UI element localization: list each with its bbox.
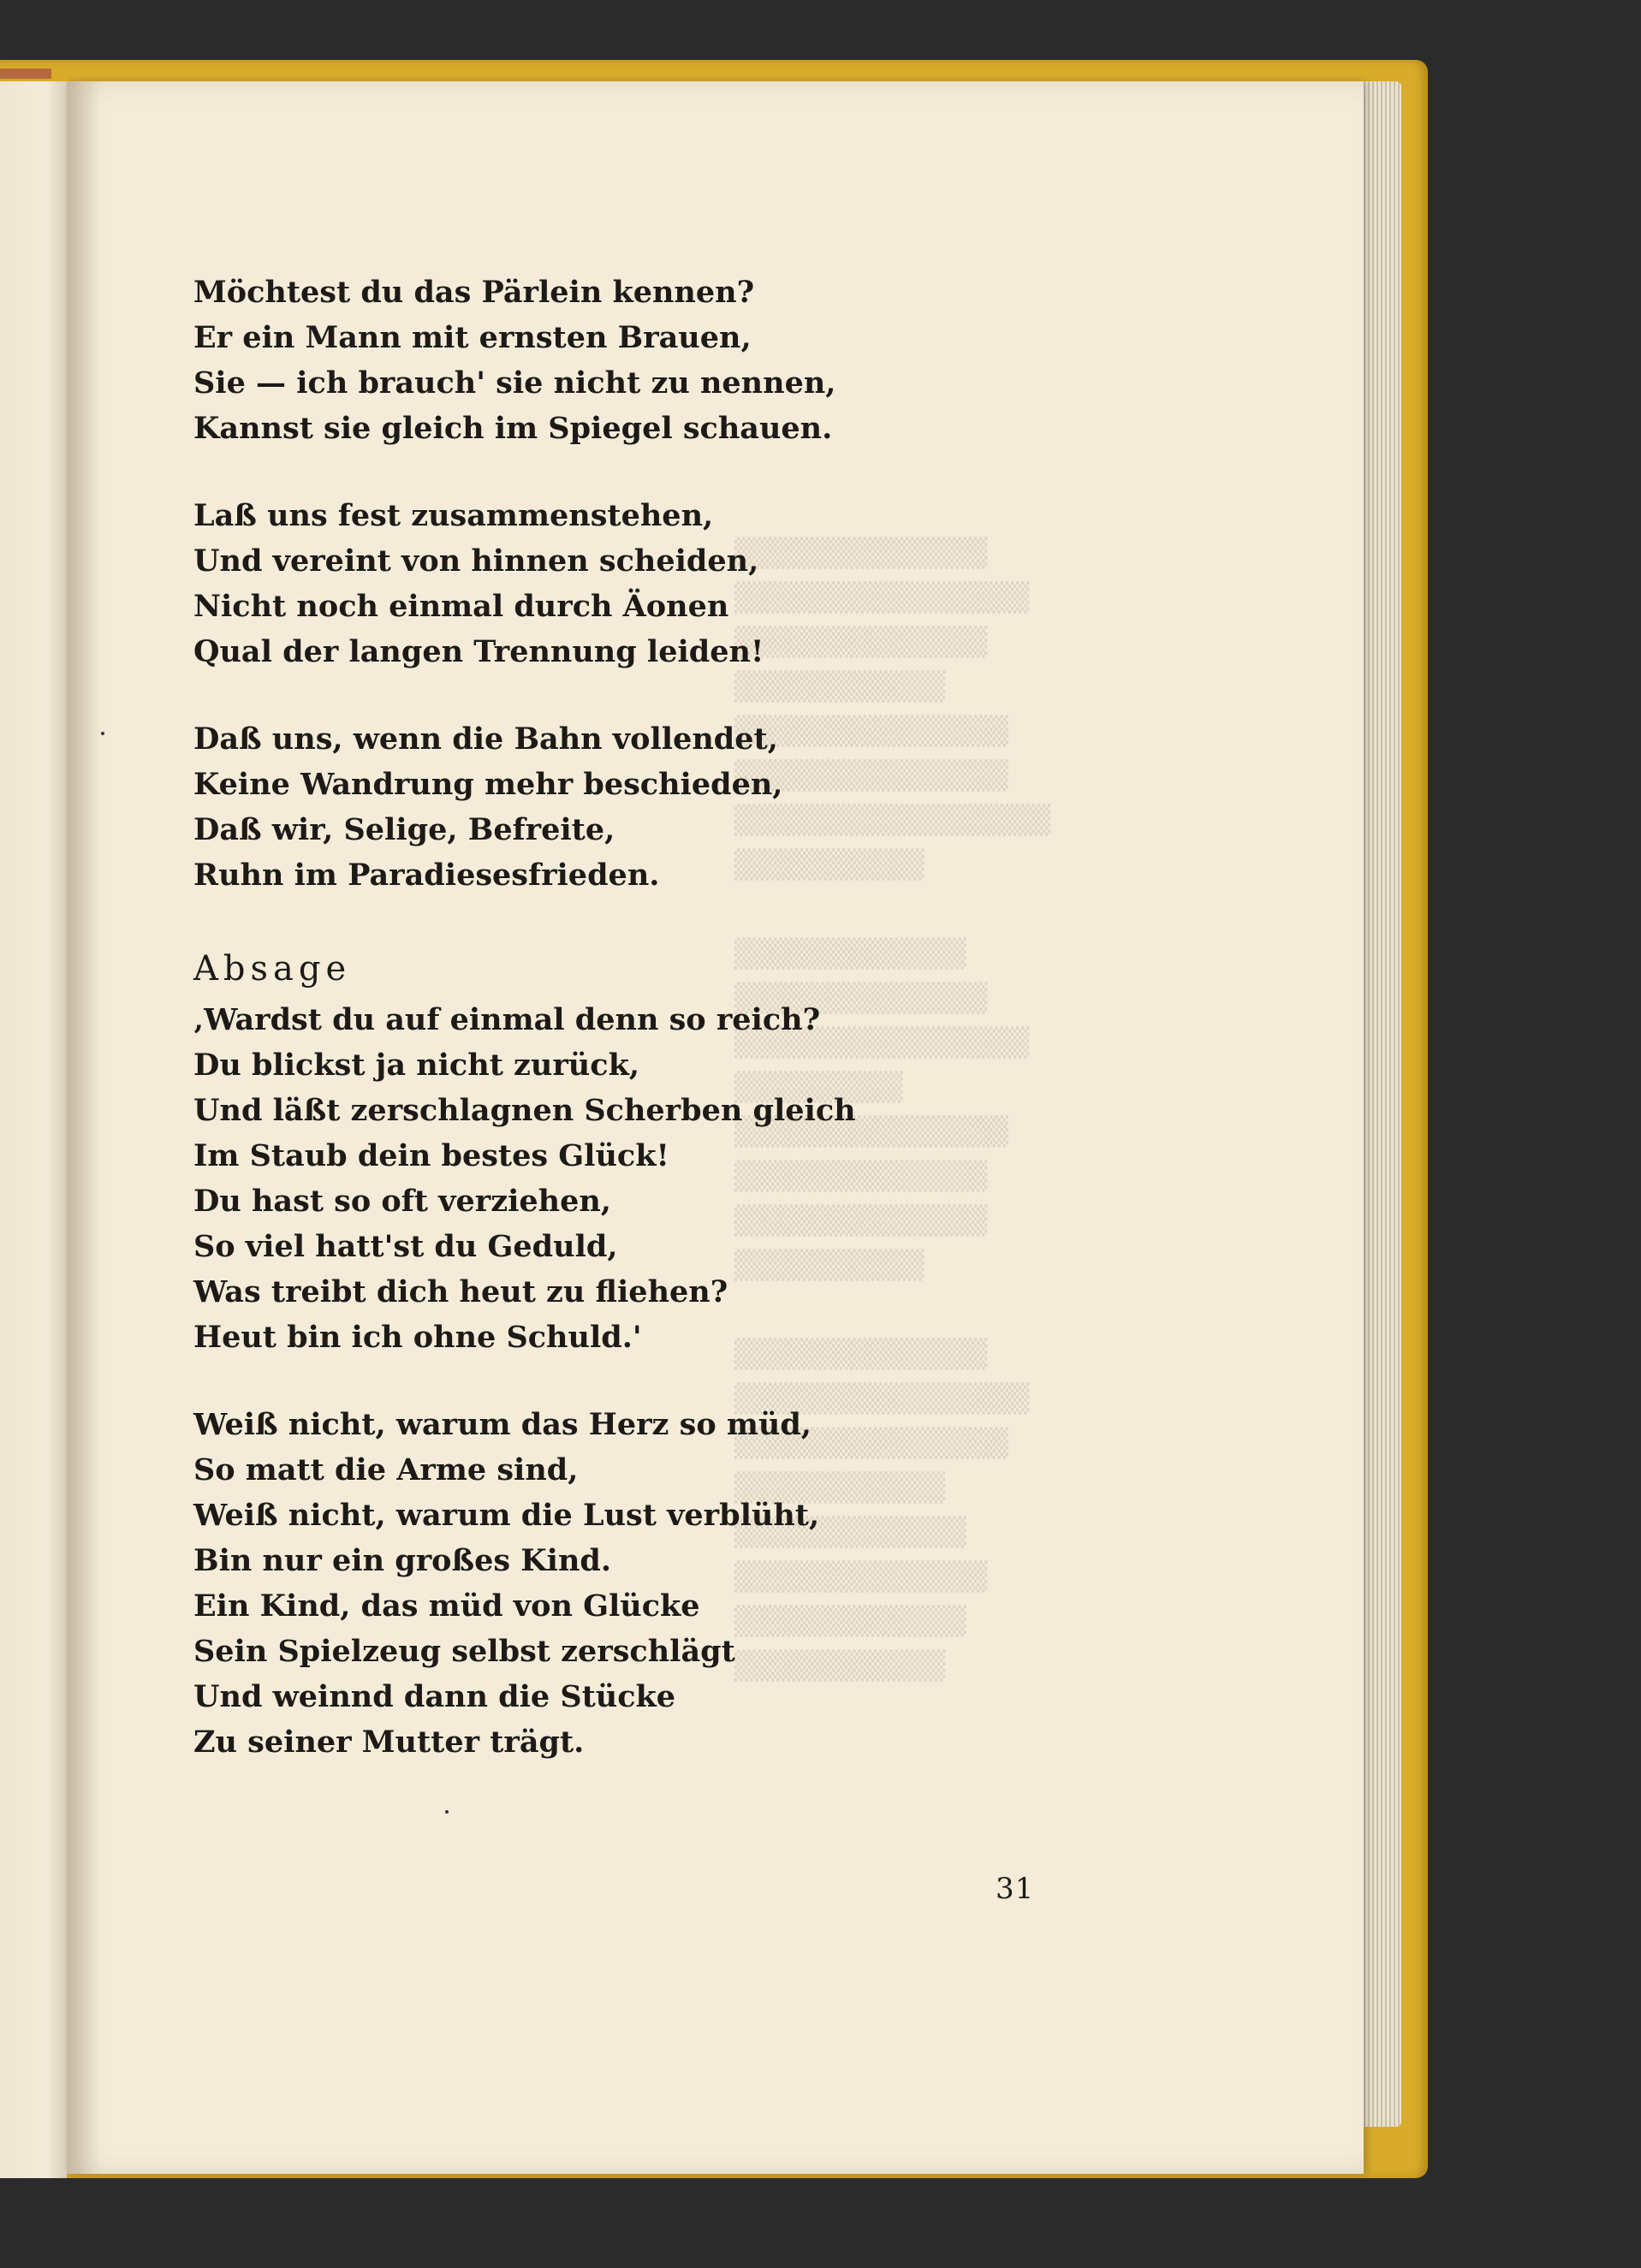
verse-line: Im Staub dein bestes Glück! <box>193 1138 669 1173</box>
verse-line: Heut bin ich ohne Schuld.' <box>193 1320 642 1355</box>
verse-line: Sein Spielzeug selbst zerschlägt <box>193 1634 735 1669</box>
verse-line: ‚Wardst du auf einmal denn so reich? <box>193 1002 821 1037</box>
verse-line: Und weinnd dann die Stücke <box>193 1679 676 1714</box>
stanza-3 <box>193 716 844 898</box>
paper-speck <box>445 1810 449 1814</box>
verse-line: Du blickst ja nicht zurück, <box>193 1048 640 1083</box>
verse-line: Bin nur ein großes Kind. <box>193 1543 612 1578</box>
verse-line: Laß uns fest zusammenstehen, <box>193 498 714 533</box>
verse-line: Weiß nicht, warum die Lust verblüht, <box>193 1498 820 1533</box>
verse-line: Daß wir, Selige, Befreite, <box>193 812 615 847</box>
stanza-1 <box>193 270 844 451</box>
verse-line: Und vereint von hinnen scheiden, <box>193 543 759 579</box>
verse-line: Daß uns, wenn die Bahn vollendet, <box>193 721 778 757</box>
verse-line: So matt die Arme sind, <box>193 1452 579 1487</box>
poem-text <box>193 270 856 1765</box>
verse-line: Ein Kind, das müd von Glücke <box>193 1588 700 1624</box>
left-page-edge <box>0 68 51 79</box>
verse-line: Was treibt dich heut zu fliehen? <box>193 1274 728 1309</box>
stanza-4 <box>193 997 856 1360</box>
verse-line: Weiß nicht, warum das Herz so müd, <box>193 1407 812 1442</box>
reverse-side-show-through: ▒▒▒▒▒▒▒▒▒▒▒▒ ▒▒▒▒▒▒▒▒▒▒▒▒▒▒ ▒▒▒▒▒▒▒▒▒▒▒▒ ▒▒▒▒▒▒▒▒▒▒ ▒▒▒▒▒▒▒▒▒▒▒▒▒ ▒▒▒▒▒▒▒▒▒▒▒▒▒ ▒▒▒▒▒▒▒▒▒▒▒▒▒▒▒ ▒▒▒▒▒▒▒▒▒ ▒▒▒▒▒▒▒▒▒▒▒ ▒▒▒▒▒▒▒▒▒▒▒▒ ▒▒▒▒▒▒▒▒▒▒▒▒▒▒ ▒▒▒▒▒▒▒▒ ▒▒▒▒▒▒▒▒▒▒▒▒▒ ▒▒▒▒▒▒▒▒▒▒▒▒ ▒▒▒▒▒▒▒▒▒▒▒▒ ▒▒▒▒▒▒▒▒▒ ▒▒▒▒▒▒▒▒▒▒▒▒ ▒▒▒▒▒▒▒▒▒▒▒▒▒▒ ▒▒▒▒▒▒▒▒▒▒▒▒▒ ▒▒▒▒▒▒▒▒▒▒ ▒▒▒▒▒▒▒▒▒▒▒ ▒▒▒▒▒▒▒▒▒▒▒▒ ▒▒▒▒▒▒▒▒▒▒▒ ▒▒▒▒▒▒▒▒▒▒ <box>734 537 1051 1682</box>
verse-line: Kannst sie gleich im Spiegel schauen. <box>193 411 833 446</box>
verse-line: Nicht noch einmal durch Äonen <box>193 589 729 624</box>
book-page <box>67 81 1364 2174</box>
verse-line: Möchtest du das Pärlein kennen? <box>193 275 755 310</box>
left-facing-page <box>0 81 67 2178</box>
stanza-2 <box>193 493 844 674</box>
paper-speck <box>101 732 104 735</box>
poem-title: Absage <box>193 949 352 989</box>
verse-line: Und läßt zerschlagnen Scherben gleich <box>193 1093 856 1128</box>
verse-line: Qual der langen Trennung leiden! <box>193 634 764 669</box>
verse-line: Sie — ich brauch' sie nicht zu nennen, <box>193 365 836 401</box>
verse-line: Du hast so oft verziehen, <box>193 1184 611 1219</box>
page-number: 31 <box>996 1872 1035 1906</box>
verse-line: Keine Wandrung mehr beschieden, <box>193 767 783 802</box>
verse-line: Er ein Mann mit ernsten Brauen, <box>193 320 752 355</box>
verse-line: So viel hatt'st du Geduld, <box>193 1229 618 1264</box>
gutter-shadow <box>67 81 101 2174</box>
stanza-5 <box>193 1402 844 1765</box>
verse-line: Ruhn im Paradiesesfrieden. <box>193 858 660 893</box>
verse-line: Zu seiner Mutter trägt. <box>193 1725 585 1760</box>
